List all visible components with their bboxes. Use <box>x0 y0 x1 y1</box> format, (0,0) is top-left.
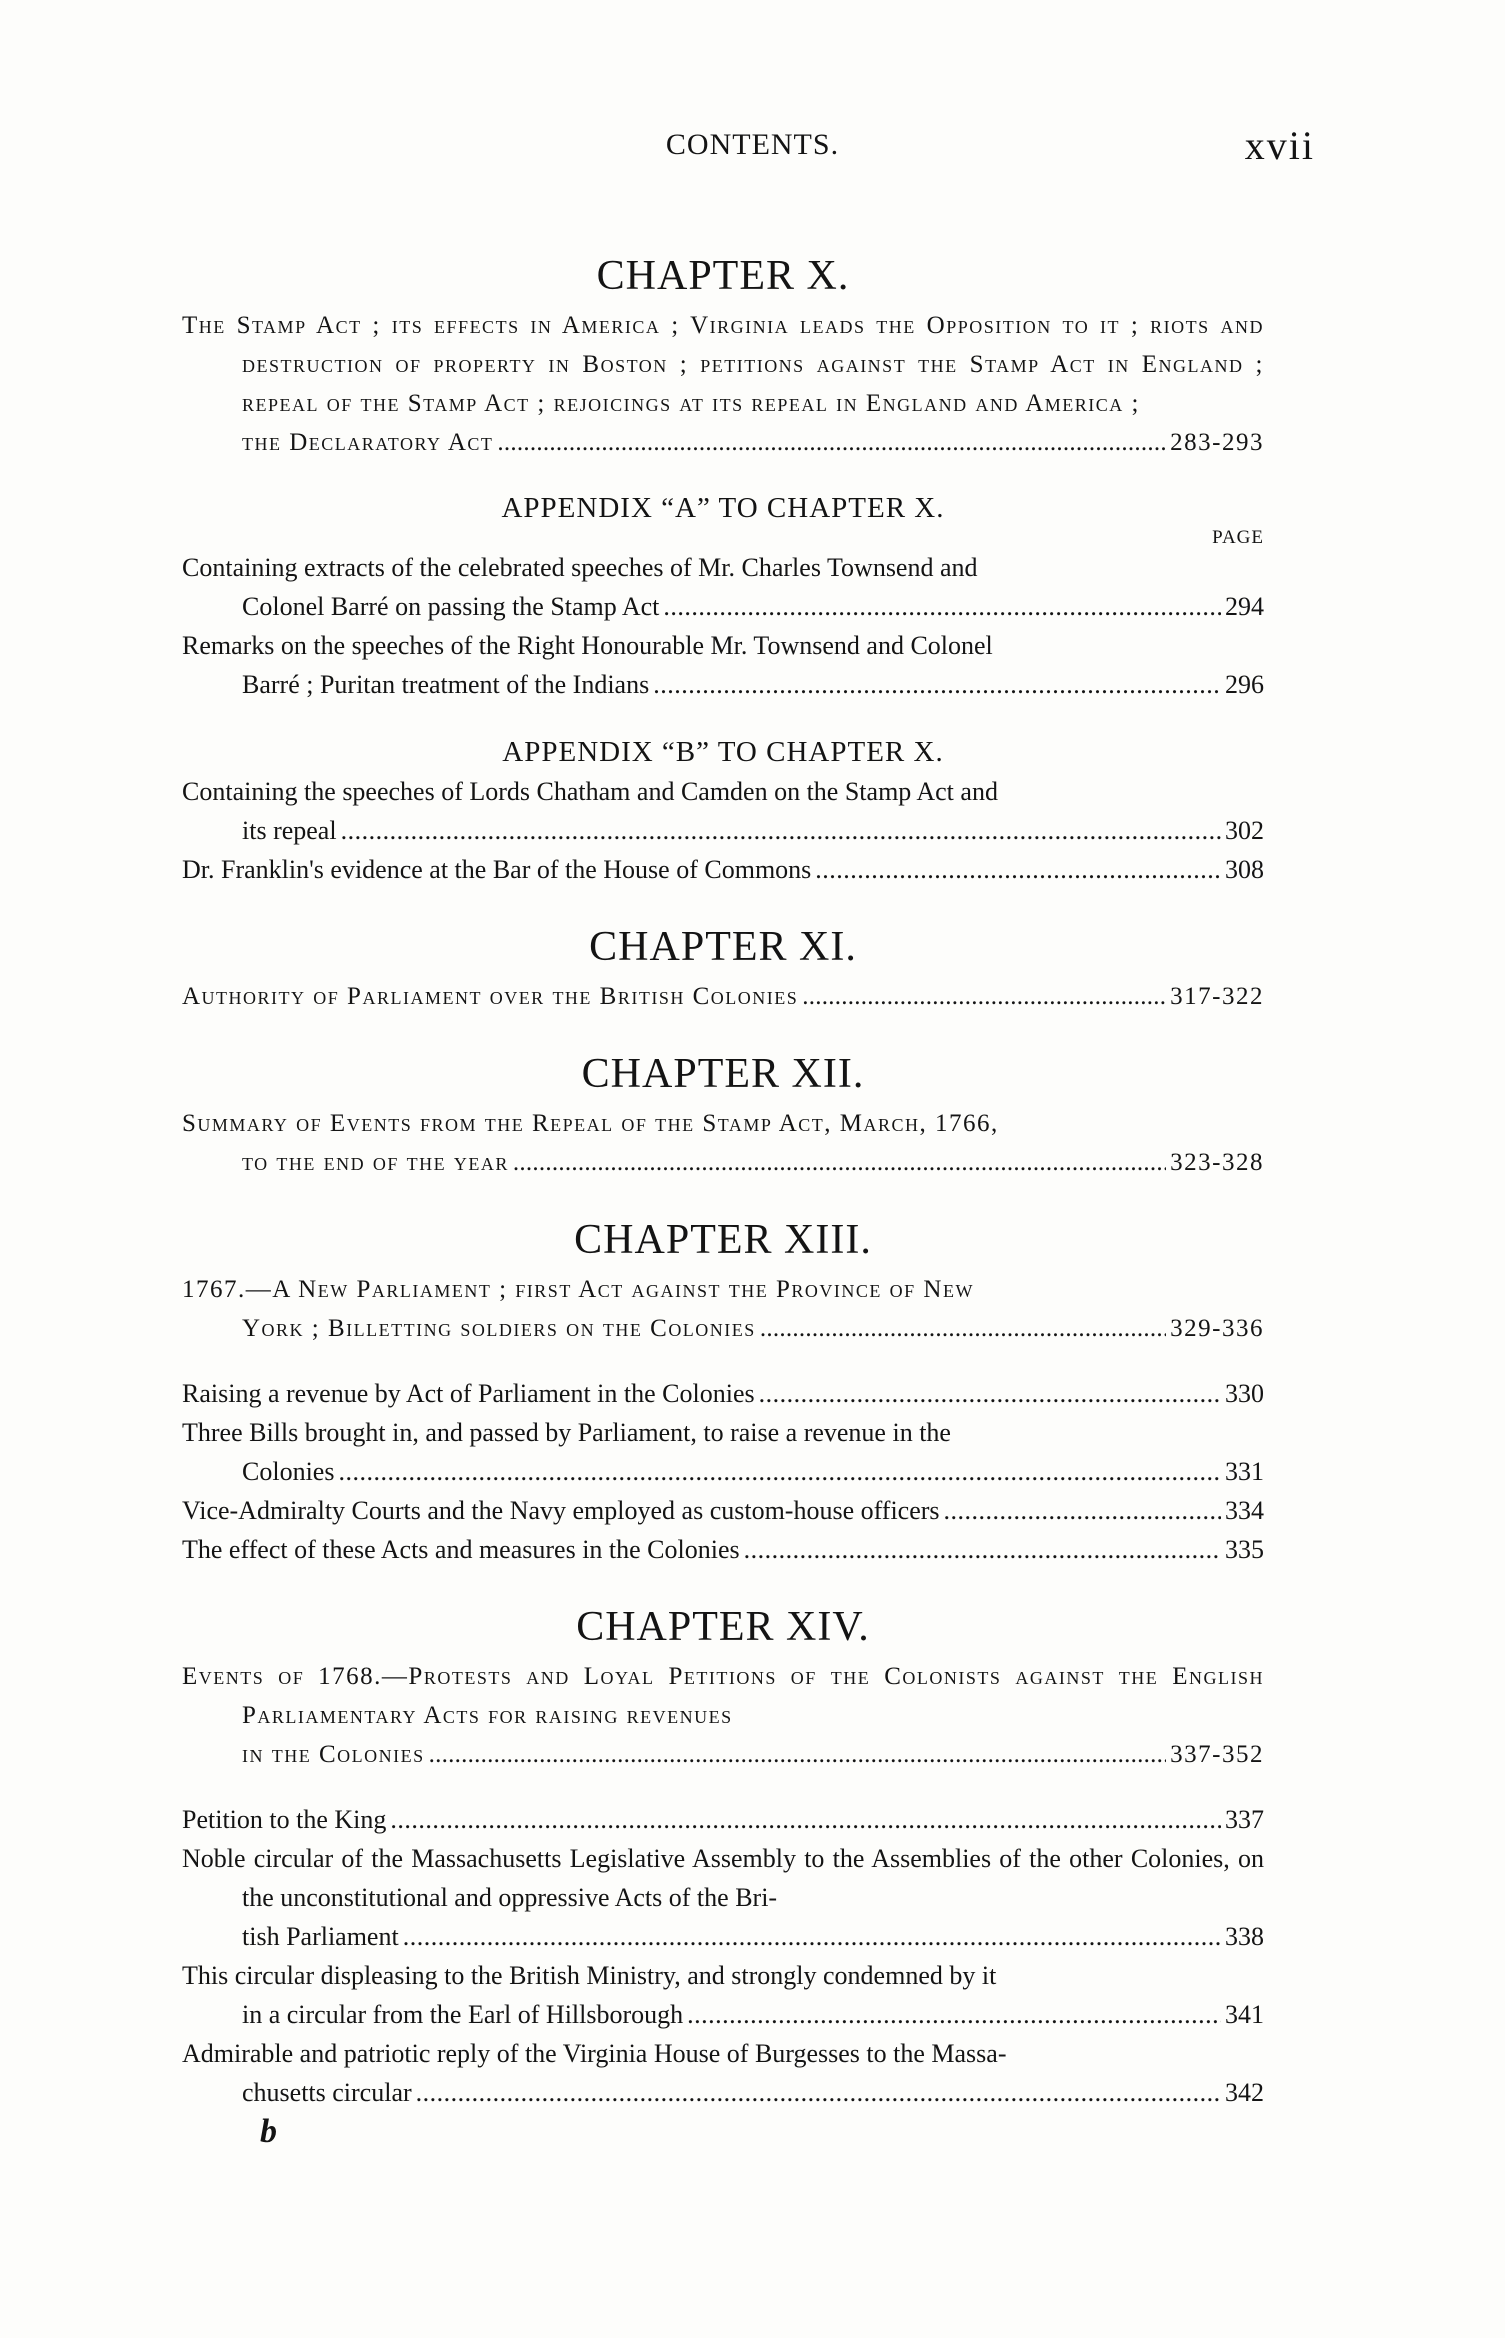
chapter-xiii-entry-1 <box>182 1374 1264 1413</box>
chapter-xiii-summary-text: 1767.—A New Parliament ; first Act against the Province of New <box>182 1276 974 1303</box>
entry-text: Colonies <box>242 1457 335 1486</box>
chapter-xii-heading: CHAPTER XII. <box>581 1051 865 1097</box>
leader-dots <box>815 850 1221 889</box>
chapter-xiii-summary <box>182 1270 1264 1309</box>
entry-text: Vice-Admiralty Courts and the Navy employed as custom-house officers <box>182 1496 940 1525</box>
leader-dots <box>429 1735 1167 1774</box>
leader-dots <box>341 811 1221 850</box>
entry-text: The effect of these Acts and measures in the Colonies <box>182 1535 740 1564</box>
chapter-x-summary <box>182 306 1264 423</box>
chapter-xiv-entry-4 <box>182 2034 1264 2073</box>
chapter-x-summary-last <box>182 423 1264 462</box>
entry-page: 334 <box>1225 1496 1264 1525</box>
contents-body <box>182 248 1264 2152</box>
chapter-xiv-pages: 337-352 <box>1170 1741 1264 1768</box>
entry-text: Raising a revenue by Act of Parliament in the Colonies <box>182 1379 755 1408</box>
entry-text: Remarks on the speeches of the Right Honourable Mr. Townsend and Colonel <box>182 631 993 660</box>
entry-page: 308 <box>1225 855 1264 884</box>
appendix-a-heading: APPENDIX “A” TO CHAPTER X. <box>501 492 945 524</box>
page-number: xvii <box>1244 123 1315 168</box>
running-head <box>0 123 1505 188</box>
chapter-x-summary-last-text: the Declaratory Act <box>242 429 494 456</box>
leader-dots <box>497 423 1166 462</box>
running-head-title: CONTENTS. <box>665 128 840 161</box>
chapter-xiii-summary-last-text: York ; Billetting soldiers on the Colonies <box>242 1315 756 1342</box>
leader-dots <box>944 1491 1221 1530</box>
entry-text: Admirable and patriotic reply of the Virginia House of Burgesses to the Massa- <box>182 2039 1007 2068</box>
chapter-x-heading: CHAPTER X. <box>596 253 850 299</box>
chapter-xii-pages: 323-328 <box>1170 1149 1264 1176</box>
appendix-b-entry-1-last <box>182 811 1264 850</box>
leader-dots <box>663 587 1221 626</box>
chapter-xi-summary-text: Authority of Parliament over the British Colonies <box>182 983 799 1010</box>
chapter-xiii-entry-3 <box>182 1491 1264 1530</box>
entry-text: Containing extracts of the celebrated speeches of Mr. Charles Townsend and <box>182 553 978 582</box>
entry-page: 335 <box>1225 1535 1264 1564</box>
leader-dots <box>403 1917 1221 1956</box>
chapter-xiv-summary-last-text: in the Colonies <box>242 1741 425 1768</box>
entry-page: 330 <box>1225 1379 1264 1408</box>
entry-text: Petition to the King <box>182 1805 387 1834</box>
appendix-a-entry-2-last <box>182 665 1264 704</box>
entry-text: Barré ; Puritan treatment of the Indians <box>242 670 650 699</box>
leader-dots <box>687 1995 1221 2034</box>
entry-text: its repeal <box>242 816 337 845</box>
leader-dots <box>802 977 1166 1016</box>
chapter-xiii-entry-2 <box>182 1413 1264 1452</box>
entry-text: tish Parliament <box>242 1922 399 1951</box>
chapter-xiii-pages: 329-336 <box>1170 1315 1264 1342</box>
chapter-xiv-entry-2-last <box>182 1917 1264 1956</box>
leader-dots <box>416 2073 1221 2112</box>
chapter-xii-summary-last-text: to the end of the year <box>242 1149 509 1176</box>
chapter-xiii-entry-2-last <box>182 1452 1264 1491</box>
chapter-xiv-summary-last <box>182 1735 1264 1774</box>
entry-page: 296 <box>1225 670 1264 699</box>
entry-page: 338 <box>1225 1922 1264 1951</box>
chapter-xiv-heading: CHAPTER XIV. <box>576 1604 870 1650</box>
chapter-xiii-entry-4 <box>182 1530 1264 1569</box>
entry-text: in a circular from the Earl of Hillsborough <box>242 2000 684 2029</box>
entry-text: Containing the speeches of Lords Chatham and Camden on the Stamp Act and <box>182 777 998 806</box>
entry-text: chusetts circular <box>242 2078 412 2107</box>
chapter-xii-summary-text: Summary of Events from the Repeal of the Stamp Act, March, 1766, <box>182 1110 999 1137</box>
chapter-xiv-entry-1 <box>182 1800 1264 1839</box>
leader-dots <box>513 1143 1166 1182</box>
entry-text: Noble circular of the Massachusetts Legislative Assembly to the Assemblies of the other Colonies, on the unconstitutional and oppressive Acts of the Bri- <box>182 1844 1264 1912</box>
leader-dots <box>390 1800 1221 1839</box>
leader-dots <box>653 665 1221 704</box>
entry-page: 342 <box>1225 2078 1264 2107</box>
entry-page: 337 <box>1225 1805 1264 1834</box>
chapter-xiv-summary <box>182 1657 1264 1735</box>
entry-page: 341 <box>1225 2000 1264 2029</box>
leader-dots <box>759 1374 1221 1413</box>
entry-page: 331 <box>1225 1457 1264 1486</box>
appendix-b-heading: APPENDIX “B” TO CHAPTER X. <box>502 736 944 768</box>
chapter-xiv-entry-3 <box>182 1956 1264 1995</box>
appendix-b-entry-1 <box>182 772 1264 811</box>
signature-mark: b <box>260 2113 277 2150</box>
chapter-xiv-summary-text: Events of 1768.—Protests and Loyal Petitions of the Colonists against the English Parliamentary Acts for raising revenues <box>182 1663 1264 1729</box>
leader-dots <box>338 1452 1221 1491</box>
entry-text: This circular displeasing to the British Ministry, and strongly condemned by it <box>182 1961 997 1990</box>
chapter-xiii-summary-last <box>182 1309 1264 1348</box>
chapter-xii-summary <box>182 1104 1264 1143</box>
page-column-label: PAGE <box>1212 527 1264 548</box>
chapter-xiv-entry-4-last <box>182 2073 1264 2112</box>
chapter-x-pages: 283-293 <box>1170 429 1264 456</box>
entry-text: Colonel Barré on passing the Stamp Act <box>242 592 660 621</box>
leader-dots <box>744 1530 1221 1569</box>
chapter-xiii-heading: CHAPTER XIII. <box>574 1217 872 1263</box>
chapter-xii-summary-last <box>182 1143 1264 1182</box>
chapter-xi-heading: CHAPTER XI. <box>589 924 857 970</box>
entry-text: Dr. Franklin's evidence at the Bar of the House of Commons <box>182 855 812 884</box>
appendix-a-entry-1 <box>182 548 1264 587</box>
appendix-b-entry-2 <box>182 850 1264 889</box>
chapter-xi-summary <box>182 977 1264 1016</box>
chapter-xiv-entry-2 <box>182 1839 1264 1917</box>
appendix-a-entry-2 <box>182 626 1264 665</box>
chapter-xiv-entry-3-last <box>182 1995 1264 2034</box>
leader-dots <box>760 1309 1166 1348</box>
entry-page: 294 <box>1225 592 1264 621</box>
entry-page: 302 <box>1225 816 1264 845</box>
entry-text: Three Bills brought in, and passed by Parliament, to raise a revenue in the <box>182 1418 951 1447</box>
chapter-x-summary-text: The Stamp Act ; its effects in America ; Virginia leads the Opposition to it ; riots and destruction of property in Boston ; petitions against the Stamp Act in England ; repeal of the Stamp Act ; rejoicings at its repeal in England and America ; <box>182 312 1265 417</box>
appendix-a-entry-1-last <box>182 587 1264 626</box>
chapter-xi-pages: 317-322 <box>1170 983 1264 1010</box>
